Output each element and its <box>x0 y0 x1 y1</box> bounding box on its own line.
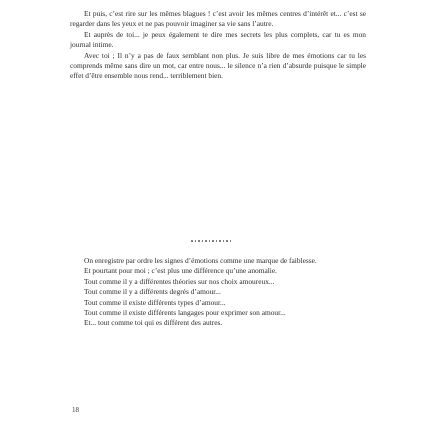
paragraph: Et puis, c’est rire sur les mêmes blagues ! c’est avoir les mêmes centres d’intérêt et... c’est se regarder dans les yeux et ne pas pouvoir imaginer sa vie sans l’autre. <box>70 9 366 29</box>
paragraph: Et... tout comme toi qui es différent des autres. <box>84 318 223 328</box>
paragraph: Et pourtant pour moi ; c’est plus une différence qu’une anomalie. <box>84 266 277 276</box>
paragraph: Et auprès de toi... je peux également te dire mes secrets les plus complets, car tu es mon journal intime. <box>70 29 366 50</box>
text-block-bottom <box>70 256 366 329</box>
section-separator-dots <box>191 240 231 242</box>
paragraph: Tout comme il existe différents langages pour exprimer son amour... <box>84 308 286 318</box>
text-block-top <box>70 9 366 82</box>
paragraph: Avec toi ; Il n’y a pas de faux semblant non plus. Je suis libre de mes émotions car tu les comprends même sans dire un mot, car entre nous... le silence n’a rien d’absurde puisque le simple effet d’être ensemble nous rend... terriblement bien. <box>70 50 366 81</box>
paragraph: Tout comme il y a différentes théories sur nos choix amoureux... <box>84 276 275 286</box>
paragraph: Tout comme il y a différents degrés d’amour... <box>84 287 221 297</box>
paragraph: Tout comme il existe différents types d’amour... <box>84 297 226 307</box>
paragraph: On enregistre par ordre les signes d’émotions comme une marque de faiblesse. <box>84 256 317 265</box>
page-number: 18 <box>72 406 79 414</box>
